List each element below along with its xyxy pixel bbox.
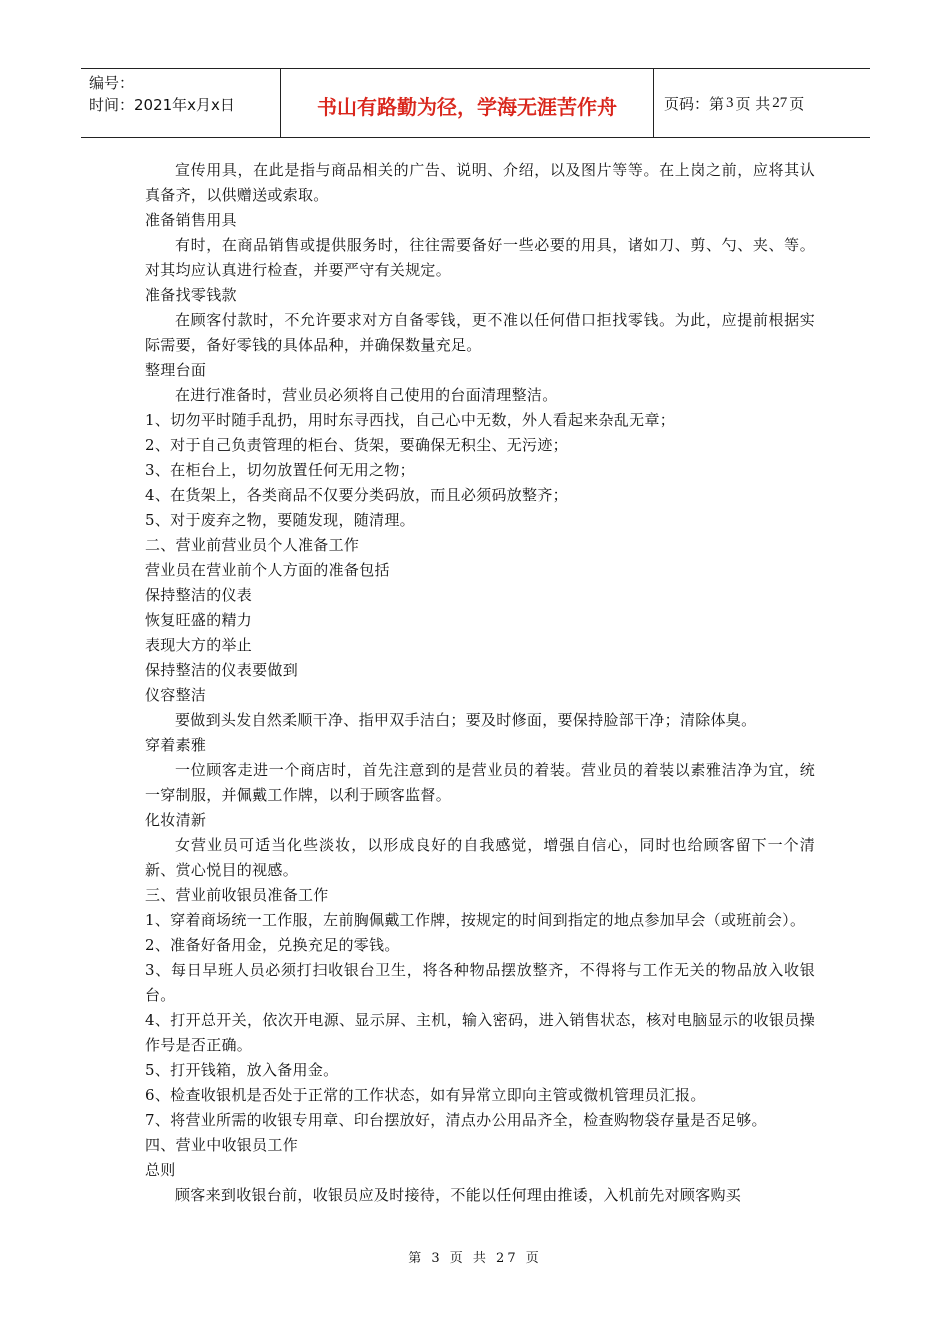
- paragraph: 7、将营业所需的收银专用章、印台摆放好，清点办公用品齐全，检查购物袋存量是否足够。: [145, 1111, 767, 1129]
- page-mid: 页 共: [735, 94, 771, 113]
- paragraph: 6、检查收银机是否处于正常的工作状态，如有异常立即向主管或微机管理员汇报。: [145, 1086, 706, 1104]
- paragraph: 一位顾客走进一个商店时，首先注意到的是营业员的着装。营业员的着装以素雅洁净为宜，统一穿制服，并佩戴工作牌，以利于顾客监督。: [145, 761, 815, 804]
- paragraph: 要做到头发自然柔顺干净、指甲双手洁白；要及时修面，要保持脸部干净；清除体臭。: [175, 711, 757, 729]
- paragraph: 5、对于废弃之物，要随发现，随清理。: [145, 511, 415, 529]
- paragraph: 3、每日早班人员必须打扫收银台卫生，将各种物品摆放整齐，不得将与工作无关的物品放入收银台。: [145, 961, 815, 1004]
- paragraph: 女营业员可适当化些淡妆，以形成良好的自我感觉，增强自信心，同时也给顾客留下一个清新、赏心悦目的视感。: [145, 836, 815, 879]
- paragraph: 4、打开总开关，依次开电源、显示屏、主机，输入密码，进入销售状态，核对电脑显示的收银员操作号是否正确。: [145, 1011, 815, 1054]
- paragraph: 二、营业前营业员个人准备工作: [145, 536, 360, 554]
- document-number-label: 编号：: [89, 74, 135, 92]
- document-body: [145, 158, 815, 1208]
- page-current: 3: [726, 94, 734, 111]
- paragraph: 化妆清新: [145, 811, 207, 829]
- page-total: 27: [772, 94, 788, 111]
- paragraph: 2、准备好备用金，兑换充足的零钱。: [145, 936, 400, 954]
- paragraph: 穿着素雅: [145, 736, 207, 754]
- page-footer: 第 3 页 共 27 页: [408, 1251, 542, 1266]
- paragraph: 有时，在商品销售或提供服务时，往往需要备好一些必要的用具，诸如刀、剪、勺、夹、等。对其均应认真进行检查，并要严守有关规定。: [145, 236, 815, 279]
- paragraph: 在进行准备时，营业员必须将自己使用的台面清理整洁。: [175, 386, 558, 404]
- page-suffix: 页: [789, 94, 805, 113]
- paragraph: 准备找零钱款: [145, 286, 237, 304]
- paragraph: 四、营业中收银员工作: [145, 1136, 299, 1154]
- header-motto: 书山有路勤为径，学海无涯苦作舟: [281, 69, 654, 137]
- paragraph: 营业员在营业前个人方面的准备包括: [145, 561, 390, 579]
- paragraph: 1、穿着商场统一工作服，左前胸佩戴工作牌，按规定的时间到指定的地点参加早会（或班前会）。: [145, 911, 806, 929]
- header-page-indicator: [654, 69, 870, 137]
- paragraph: 三、营业前收银员准备工作: [145, 886, 329, 904]
- document-time-label: 时间：2021年x月x日: [89, 96, 235, 114]
- paragraph: 准备销售用具: [145, 211, 237, 229]
- page-prefix: 页码：第: [664, 94, 725, 113]
- paragraph: 顾客来到收银台前，收银员应及时接待，不能以任何理由推诿，入机前先对顾客购买: [175, 1186, 742, 1204]
- paragraph: 3、在柜台上，切勿放置任何无用之物；: [145, 461, 415, 479]
- paragraph: 在顾客付款时，不允许要求对方自备零钱，更不准以任何借口拒找零钱。为此，应提前根据实际需要，备好零钱的具体品种，并确保数量充足。: [145, 311, 815, 354]
- paragraph: 总则: [145, 1161, 176, 1179]
- paragraph: 保持整洁的仪表: [145, 586, 253, 604]
- paragraph: 表现大方的举止: [145, 636, 253, 654]
- paragraph: 4、在货架上，各类商品不仅要分类码放，而且必须码放整齐；: [145, 486, 568, 504]
- page-header: [81, 68, 870, 138]
- paragraph: 保持整洁的仪表要做到: [145, 661, 299, 679]
- header-meta: [81, 69, 281, 137]
- paragraph: 宣传用具，在此是指与商品相关的广告、说明、介绍，以及图片等等。在上岗之前，应将其认真备齐，以供赠送或索取。: [145, 161, 815, 204]
- paragraph: 2、对于自己负责管理的柜台、货架，要确保无积尘、无污迹；: [145, 436, 568, 454]
- paragraph: 1、切勿平时随手乱扔，用时东寻西找，自己心中无数，外人看起来杂乱无章；: [145, 411, 676, 429]
- paragraph: 恢复旺盛的精力: [145, 611, 253, 629]
- paragraph: 整理台面: [145, 361, 207, 379]
- paragraph: 仪容整洁: [145, 686, 207, 704]
- paragraph: 5、打开钱箱，放入备用金。: [145, 1061, 339, 1079]
